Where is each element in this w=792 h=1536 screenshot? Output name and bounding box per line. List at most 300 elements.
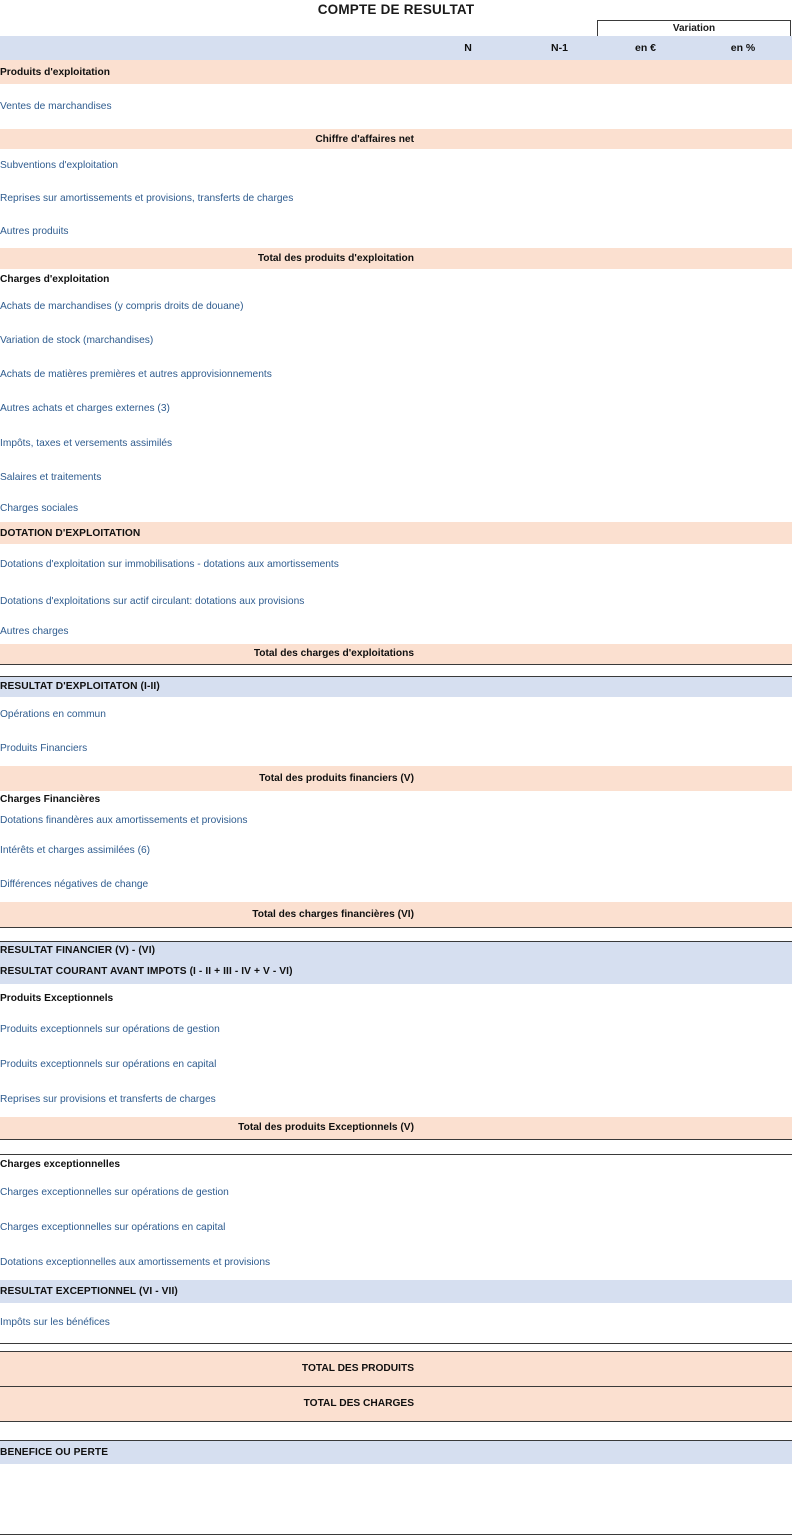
table-row <box>0 959 792 984</box>
value-cell-n[interactable] <box>414 697 522 731</box>
row-label: Total des charges financières (VI) <box>0 902 414 927</box>
value-cell-n[interactable] <box>414 60 522 84</box>
value-cell-eur[interactable] <box>597 290 694 323</box>
row-label: Dotations d'exploitations sur actif circulant: dotations aux provisions <box>0 584 414 619</box>
value-cell-n1[interactable] <box>522 731 597 766</box>
value-cell-eur[interactable] <box>597 1012 694 1047</box>
value-cell-eur[interactable] <box>597 391 694 426</box>
table-row <box>0 1012 792 1047</box>
row-label: RESULTAT D'EXPLOITATON (I-II) <box>0 676 414 697</box>
table-row <box>0 522 792 544</box>
value-cell-eur[interactable] <box>597 731 694 766</box>
row-label: Charges d'exploitation <box>0 269 414 290</box>
table-row <box>0 584 792 619</box>
value-cell-n[interactable] <box>414 323 522 357</box>
table-row <box>0 1303 792 1343</box>
value-cell-pct[interactable] <box>694 927 792 941</box>
value-cell-pct[interactable] <box>694 1280 792 1303</box>
table-body <box>0 60 792 1464</box>
value-cell-n1[interactable] <box>522 494 597 522</box>
table-row <box>0 867 792 902</box>
value-cell-n[interactable] <box>414 833 522 867</box>
value-cell-eur[interactable] <box>597 1440 694 1464</box>
value-cell-n1[interactable] <box>522 766 597 791</box>
value-cell-n1[interactable] <box>522 60 597 84</box>
value-cell-eur[interactable] <box>597 867 694 902</box>
value-cell-eur[interactable] <box>597 522 694 544</box>
table-row <box>0 927 792 941</box>
value-cell-eur[interactable] <box>597 902 694 927</box>
value-cell-n[interactable] <box>414 1280 522 1303</box>
column-header-label <box>0 36 414 60</box>
value-cell-n[interactable] <box>414 1245 522 1280</box>
value-cell-n1[interactable] <box>522 1303 597 1343</box>
value-cell-pct[interactable] <box>694 902 792 927</box>
value-cell-eur[interactable] <box>597 644 694 664</box>
value-cell-pct[interactable] <box>694 1047 792 1082</box>
value-cell-eur[interactable] <box>597 1351 694 1386</box>
value-cell-eur[interactable] <box>597 182 694 215</box>
value-cell-n1[interactable] <box>522 544 597 584</box>
value-cell-n1[interactable] <box>522 522 597 544</box>
row-label: BENEFICE OU PERTE <box>0 1440 414 1464</box>
row-label: Intérêts et charges assimilées (6) <box>0 833 414 867</box>
table-row <box>0 1386 792 1421</box>
row-label: Impôts sur les bénéfices <box>0 1303 414 1343</box>
value-cell-pct[interactable] <box>694 1303 792 1343</box>
row-label: Dotations finandères aux amortissements et provisions <box>0 807 414 833</box>
row-label: Reprises sur provisions et transferts de charges <box>0 1082 414 1117</box>
value-cell-eur[interactable] <box>597 766 694 791</box>
value-cell-pct[interactable] <box>694 426 792 460</box>
value-cell-n1[interactable] <box>522 619 597 644</box>
row-label: Autres charges <box>0 619 414 644</box>
row-label: TOTAL DES PRODUITS <box>0 1351 414 1386</box>
value-cell-n[interactable] <box>414 941 522 959</box>
value-cell-pct[interactable] <box>694 60 792 84</box>
value-cell-n[interactable] <box>414 391 522 426</box>
value-cell-eur[interactable] <box>597 1280 694 1303</box>
value-cell-n[interactable] <box>414 902 522 927</box>
value-cell-n[interactable] <box>414 357 522 391</box>
value-cell-n1[interactable] <box>522 269 597 290</box>
value-cell-eur[interactable] <box>597 269 694 290</box>
value-cell-eur[interactable] <box>597 984 694 1012</box>
value-cell-n1[interactable] <box>522 215 597 248</box>
value-cell-n[interactable] <box>414 215 522 248</box>
value-cell-n1[interactable] <box>522 1280 597 1303</box>
value-cell-n[interactable] <box>414 1343 522 1351</box>
value-cell-n[interactable] <box>414 1351 522 1386</box>
value-cell-eur[interactable] <box>597 357 694 391</box>
value-cell-n1[interactable] <box>522 984 597 1012</box>
value-cell-eur[interactable] <box>597 927 694 941</box>
table-row <box>0 1210 792 1245</box>
table-row <box>0 1082 792 1117</box>
value-cell-eur[interactable] <box>597 807 694 833</box>
value-cell-eur[interactable] <box>597 1303 694 1343</box>
value-cell-n[interactable] <box>414 676 522 697</box>
value-cell-n1[interactable] <box>522 1351 597 1386</box>
row-label: Charges Financières <box>0 791 414 807</box>
value-cell-eur[interactable] <box>597 1245 694 1280</box>
value-cell-pct[interactable] <box>694 149 792 182</box>
value-cell-eur[interactable] <box>597 129 694 149</box>
value-cell-n1[interactable] <box>522 902 597 927</box>
row-label: TOTAL DES CHARGES <box>0 1386 414 1421</box>
row-spacer <box>0 1343 414 1351</box>
value-cell-n1[interactable] <box>522 927 597 941</box>
value-cell-n[interactable] <box>414 867 522 902</box>
value-cell-pct[interactable] <box>694 959 792 984</box>
value-cell-eur[interactable] <box>597 1175 694 1210</box>
value-cell-eur[interactable] <box>597 544 694 584</box>
value-cell-eur[interactable] <box>597 1154 694 1175</box>
value-cell-pct[interactable] <box>694 833 792 867</box>
value-cell-n[interactable] <box>414 984 522 1012</box>
column-header-n: N <box>414 36 522 60</box>
table-row <box>0 84 792 129</box>
table-row <box>0 676 792 697</box>
value-cell-n[interactable] <box>414 248 522 269</box>
row-label: RESULTAT EXCEPTIONNEL (VI - VII) <box>0 1280 414 1303</box>
value-cell-n1[interactable] <box>522 84 597 129</box>
value-cell-eur[interactable] <box>597 1386 694 1421</box>
table-row <box>0 902 792 927</box>
row-label: Produits Exceptionnels <box>0 984 414 1012</box>
value-cell-n1[interactable] <box>522 1210 597 1245</box>
row-label: Produits d'exploitation <box>0 60 414 84</box>
row-label: Produits exceptionnels sur opérations de gestion <box>0 1012 414 1047</box>
row-label: Produits exceptionnels sur opérations en capital <box>0 1047 414 1082</box>
value-cell-n[interactable] <box>414 1047 522 1082</box>
value-cell-n1[interactable] <box>522 791 597 807</box>
table-row <box>0 1245 792 1280</box>
value-cell-pct[interactable] <box>694 697 792 731</box>
value-cell-n[interactable] <box>414 1421 522 1440</box>
value-cell-pct[interactable] <box>694 1082 792 1117</box>
value-cell-eur[interactable] <box>597 149 694 182</box>
value-cell-eur[interactable] <box>597 664 694 676</box>
value-cell-n1[interactable] <box>522 149 597 182</box>
column-header-variation-pct: en % <box>694 36 792 60</box>
value-cell-eur[interactable] <box>597 460 694 494</box>
value-cell-pct[interactable] <box>694 807 792 833</box>
row-label: DOTATION D'EXPLOITATION <box>0 522 414 544</box>
value-cell-n1[interactable] <box>522 941 597 959</box>
value-cell-eur[interactable] <box>597 1047 694 1082</box>
value-cell-n[interactable] <box>414 1440 522 1464</box>
value-cell-pct[interactable] <box>694 644 792 664</box>
table-row <box>0 941 792 959</box>
value-cell-n[interactable] <box>414 426 522 460</box>
value-cell-n1[interactable] <box>522 426 597 460</box>
value-cell-n[interactable] <box>414 1117 522 1139</box>
value-cell-n1[interactable] <box>522 323 597 357</box>
value-cell-eur[interactable] <box>597 494 694 522</box>
row-label: Total des produits d'exploitation <box>0 248 414 269</box>
table-row <box>0 323 792 357</box>
row-label: Charges sociales <box>0 494 414 522</box>
row-label: Subventions d'exploitation <box>0 149 414 182</box>
page-title: COMPTE DE RESULTAT <box>317 2 475 17</box>
value-cell-n[interactable] <box>414 927 522 941</box>
row-label: Total des produits financiers (V) <box>0 766 414 791</box>
row-label: Charges exceptionnelles sur opérations en capital <box>0 1210 414 1245</box>
value-cell-n1[interactable] <box>522 807 597 833</box>
value-cell-eur[interactable] <box>597 941 694 959</box>
table-row <box>0 215 792 248</box>
value-cell-pct[interactable] <box>694 460 792 494</box>
table-row <box>0 248 792 269</box>
value-cell-n[interactable] <box>414 149 522 182</box>
value-cell-pct[interactable] <box>694 731 792 766</box>
variation-group-header: Variation <box>597 20 791 36</box>
value-cell-eur[interactable] <box>597 426 694 460</box>
value-cell-pct[interactable] <box>694 84 792 129</box>
value-cell-n[interactable] <box>414 522 522 544</box>
table-row <box>0 460 792 494</box>
value-cell-pct[interactable] <box>694 248 792 269</box>
value-cell-n[interactable] <box>414 644 522 664</box>
value-cell-n1[interactable] <box>522 1386 597 1421</box>
table-row <box>0 494 792 522</box>
table-row <box>0 1421 792 1440</box>
value-cell-pct[interactable] <box>694 1175 792 1210</box>
value-cell-n1[interactable] <box>522 1047 597 1082</box>
value-cell-n[interactable] <box>414 664 522 676</box>
table-row <box>0 1154 792 1175</box>
row-spacer <box>0 664 414 676</box>
value-cell-n1[interactable] <box>522 644 597 664</box>
value-cell-eur[interactable] <box>597 1082 694 1117</box>
value-cell-pct[interactable] <box>694 1245 792 1280</box>
value-cell-pct[interactable] <box>694 1343 792 1351</box>
value-cell-n1[interactable] <box>522 1139 597 1154</box>
value-cell-eur[interactable] <box>597 619 694 644</box>
value-cell-pct[interactable] <box>694 1012 792 1047</box>
value-cell-n1[interactable] <box>522 1117 597 1139</box>
table-row <box>0 269 792 290</box>
row-label: RESULTAT FINANCIER (V) - (VI) <box>0 941 414 959</box>
value-cell-n1[interactable] <box>522 1012 597 1047</box>
value-cell-eur[interactable] <box>597 1343 694 1351</box>
column-header-n-minus-1: N-1 <box>522 36 597 60</box>
value-cell-n1[interactable] <box>522 391 597 426</box>
value-cell-n1[interactable] <box>522 1440 597 1464</box>
value-cell-n1[interactable] <box>522 248 597 269</box>
value-cell-pct[interactable] <box>694 269 792 290</box>
value-cell-n[interactable] <box>414 959 522 984</box>
value-cell-pct[interactable] <box>694 1117 792 1139</box>
value-cell-n[interactable] <box>414 182 522 215</box>
value-cell-n1[interactable] <box>522 959 597 984</box>
value-cell-pct[interactable] <box>694 1154 792 1175</box>
value-cell-eur[interactable] <box>597 1139 694 1154</box>
value-cell-eur[interactable] <box>597 323 694 357</box>
income-statement-table <box>0 36 792 1464</box>
row-label: Dotations d'exploitation sur immobilisations - dotations aux amortissements <box>0 544 414 584</box>
value-cell-pct[interactable] <box>694 1421 792 1440</box>
value-cell-n[interactable] <box>414 269 522 290</box>
table-row <box>0 644 792 664</box>
row-label: Autres achats et charges externes (3) <box>0 391 414 426</box>
value-cell-pct[interactable] <box>694 1351 792 1386</box>
value-cell-eur[interactable] <box>597 584 694 619</box>
value-cell-n1[interactable] <box>522 182 597 215</box>
table-bottom-edge <box>0 1534 792 1535</box>
table-row <box>0 149 792 182</box>
value-cell-pct[interactable] <box>694 791 792 807</box>
table-row <box>0 357 792 391</box>
value-cell-n[interactable] <box>414 1386 522 1421</box>
value-cell-n1[interactable] <box>522 867 597 902</box>
table-row <box>0 1440 792 1464</box>
value-cell-n[interactable] <box>414 1012 522 1047</box>
value-cell-pct[interactable] <box>694 867 792 902</box>
row-label: Charges exceptionnelles <box>0 1154 414 1175</box>
row-label: Variation de stock (marchandises) <box>0 323 414 357</box>
value-cell-pct[interactable] <box>694 664 792 676</box>
table-row <box>0 1139 792 1154</box>
table-row <box>0 1343 792 1351</box>
value-cell-n1[interactable] <box>522 664 597 676</box>
value-cell-n[interactable] <box>414 731 522 766</box>
row-label: RESULTAT COURANT AVANT IMPOTS (I - II + III - IV + V - VI) <box>0 959 414 984</box>
row-label: Charges exceptionnelles sur opérations de gestion <box>0 1175 414 1210</box>
value-cell-eur[interactable] <box>597 248 694 269</box>
row-label: Chiffre d'affaires net <box>0 129 414 149</box>
value-cell-n[interactable] <box>414 544 522 584</box>
row-label: Total des charges d'exploitations <box>0 644 414 664</box>
table-row <box>0 697 792 731</box>
table-row <box>0 619 792 644</box>
value-cell-n[interactable] <box>414 619 522 644</box>
value-cell-eur[interactable] <box>597 959 694 984</box>
value-cell-pct[interactable] <box>694 584 792 619</box>
value-cell-eur[interactable] <box>597 676 694 697</box>
value-cell-n[interactable] <box>414 584 522 619</box>
value-cell-pct[interactable] <box>694 391 792 426</box>
table-row <box>0 1175 792 1210</box>
value-cell-n1[interactable] <box>522 1175 597 1210</box>
value-cell-n[interactable] <box>414 1139 522 1154</box>
row-spacer <box>0 1139 414 1154</box>
value-cell-pct[interactable] <box>694 676 792 697</box>
row-label: Salaires et traitements <box>0 460 414 494</box>
value-cell-eur[interactable] <box>597 697 694 731</box>
value-cell-n[interactable] <box>414 1210 522 1245</box>
value-cell-pct[interactable] <box>694 619 792 644</box>
row-spacer <box>0 927 414 941</box>
row-label: Reprises sur amortissements et provisions, transferts de charges <box>0 182 414 215</box>
value-cell-n1[interactable] <box>522 1082 597 1117</box>
table-row <box>0 664 792 676</box>
table-row <box>0 1351 792 1386</box>
value-cell-pct[interactable] <box>694 1386 792 1421</box>
value-cell-n1[interactable] <box>522 129 597 149</box>
value-cell-pct[interactable] <box>694 494 792 522</box>
value-cell-n[interactable] <box>414 1082 522 1117</box>
table-row <box>0 807 792 833</box>
value-cell-eur[interactable] <box>597 791 694 807</box>
value-cell-pct[interactable] <box>694 941 792 959</box>
value-cell-pct[interactable] <box>694 544 792 584</box>
value-cell-eur[interactable] <box>597 60 694 84</box>
row-label: Opérations en commun <box>0 697 414 731</box>
value-cell-n1[interactable] <box>522 290 597 323</box>
value-cell-n[interactable] <box>414 494 522 522</box>
value-cell-n[interactable] <box>414 460 522 494</box>
value-cell-eur[interactable] <box>597 84 694 129</box>
value-cell-n1[interactable] <box>522 357 597 391</box>
value-cell-n[interactable] <box>414 1303 522 1343</box>
value-cell-eur[interactable] <box>597 1117 694 1139</box>
row-spacer <box>0 1421 414 1440</box>
table-row <box>0 1280 792 1303</box>
value-cell-pct[interactable] <box>694 182 792 215</box>
value-cell-pct[interactable] <box>694 323 792 357</box>
value-cell-n[interactable] <box>414 1175 522 1210</box>
value-cell-n1[interactable] <box>522 460 597 494</box>
value-cell-n1[interactable] <box>522 1245 597 1280</box>
table-header-row <box>0 36 792 60</box>
table-row <box>0 984 792 1012</box>
value-cell-n1[interactable] <box>522 584 597 619</box>
table-row <box>0 791 792 807</box>
value-cell-pct[interactable] <box>694 290 792 323</box>
value-cell-n1[interactable] <box>522 697 597 731</box>
table-row <box>0 426 792 460</box>
value-cell-pct[interactable] <box>694 357 792 391</box>
value-cell-n[interactable] <box>414 766 522 791</box>
value-cell-n[interactable] <box>414 791 522 807</box>
value-cell-pct[interactable] <box>694 766 792 791</box>
value-cell-n[interactable] <box>414 129 522 149</box>
value-cell-n[interactable] <box>414 84 522 129</box>
value-cell-eur[interactable] <box>597 833 694 867</box>
value-cell-n1[interactable] <box>522 833 597 867</box>
table-row <box>0 182 792 215</box>
value-cell-pct[interactable] <box>694 1210 792 1245</box>
row-label: Dotations exceptionnelles aux amortissements et provisions <box>0 1245 414 1280</box>
table-row <box>0 731 792 766</box>
table-row <box>0 60 792 84</box>
value-cell-n1[interactable] <box>522 1154 597 1175</box>
value-cell-n1[interactable] <box>522 1421 597 1440</box>
value-cell-eur[interactable] <box>597 1210 694 1245</box>
row-label: Achats de marchandises (y compris droits de douane) <box>0 290 414 323</box>
value-cell-n[interactable] <box>414 807 522 833</box>
value-cell-pct[interactable] <box>694 1139 792 1154</box>
value-cell-pct[interactable] <box>694 129 792 149</box>
value-cell-n1[interactable] <box>522 676 597 697</box>
value-cell-pct[interactable] <box>694 984 792 1012</box>
row-label: Autres produits <box>0 215 414 248</box>
value-cell-pct[interactable] <box>694 522 792 544</box>
value-cell-pct[interactable] <box>694 1440 792 1464</box>
value-cell-n[interactable] <box>414 1154 522 1175</box>
row-label: Achats de matières premières et autres approvisionnements <box>0 357 414 391</box>
value-cell-eur[interactable] <box>597 215 694 248</box>
column-header-variation-eur: en € <box>597 36 694 60</box>
value-cell-n[interactable] <box>414 290 522 323</box>
value-cell-eur[interactable] <box>597 1421 694 1440</box>
row-label: Produits Financiers <box>0 731 414 766</box>
table-row <box>0 544 792 584</box>
value-cell-pct[interactable] <box>694 215 792 248</box>
value-cell-n1[interactable] <box>522 1343 597 1351</box>
